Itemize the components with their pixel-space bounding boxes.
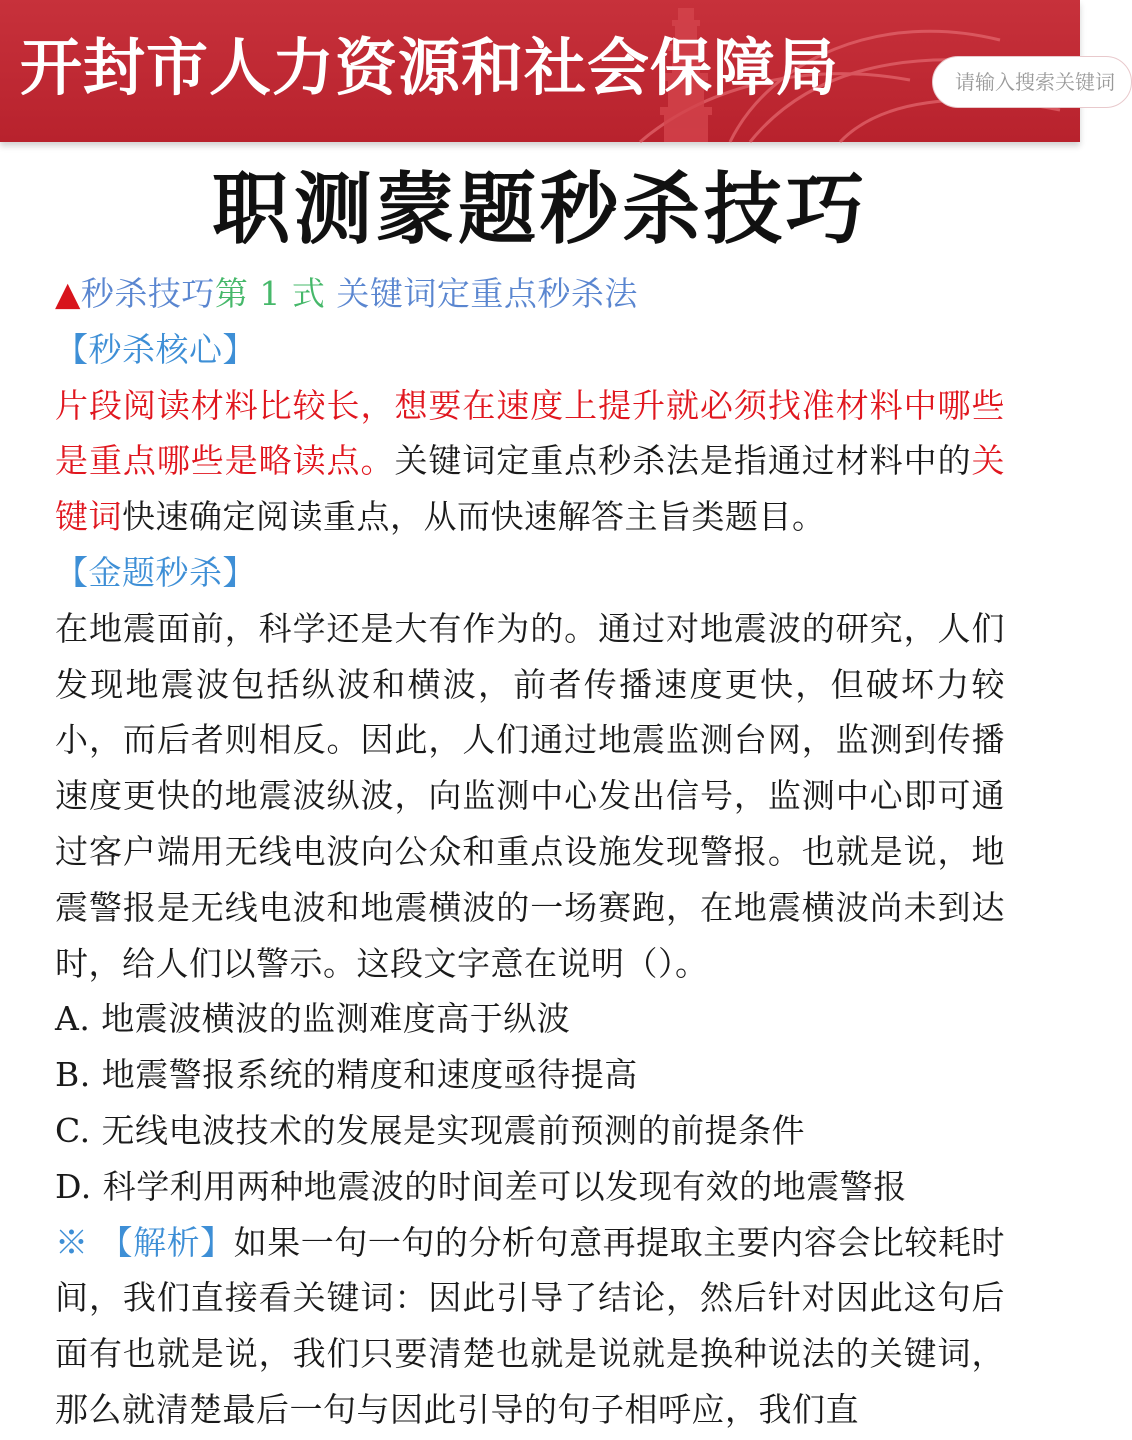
article-title: 职测蒙题秒杀技巧 — [211, 164, 868, 255]
core-paragraph — [55, 378, 1005, 545]
option-b: B. 地震警报系统的精度和速度亟待提高 — [55, 1055, 638, 1095]
search-input[interactable]: 请输入搜索关键词 — [932, 56, 1132, 108]
option-a: A. 地震波横波的监测难度高于纵波 — [55, 999, 571, 1039]
core-text-end: 快速确定阅读重点，从而快速解答主旨类题目。 — [122, 497, 826, 537]
analysis-paragraph — [55, 1215, 1005, 1438]
site-title: 开封市人力资源和社会保障局 — [20, 31, 840, 104]
example-heading: 【金题秒杀】 — [55, 552, 256, 592]
option-d: D. 科学利用两种地震波的时间差可以发现有效的地震警报 — [55, 1166, 907, 1206]
core-keyword: 关键词 — [55, 441, 1006, 537]
technique-label: 秒杀技巧 — [80, 274, 215, 313]
article-body — [55, 266, 1005, 1438]
technique-number: 第 1 式 — [214, 274, 326, 313]
core-heading: 【秒杀核心】 — [55, 329, 256, 369]
analysis-heading: ※ 【解析】 — [55, 1222, 234, 1262]
core-text: 关键词定重点秒杀法是指通过材料中的 — [394, 441, 972, 481]
question-passage: 在地震面前，科学还是大有作为的。通过对地震波的研究，人们发现地震波包括纵波和横波，前者传播速度更快，但破坏力较小，而后者则相反。因此，人们通过地震监测台网，监测到传播速度更快的地震波纵波，向监测中心发出信号，监测中心即可通过客户端用无线电波向公众和重点设施发现警报。也就是说，地震警报是无线电波和地震横波的一场赛跑，在地震横波尚未到达时，给人们以警示。这段文字意在说明（）。 — [55, 608, 1005, 983]
technique-name: 关键词定重点秒杀法 — [325, 274, 638, 313]
analysis-text: 如果一句一句的分析句意再提取主要内容会比较耗时间，我们直接看关键词：因此引导了结论，然后针对因此这句后面有也就是说，我们只要清楚也就是说就是换种说法的关键词，那么就清楚最后一句与因此引导的句子相呼应，我们直 — [55, 1222, 1006, 1429]
site-banner — [0, 0, 1115, 142]
technique-heading — [55, 266, 1005, 322]
option-c: C. 无线电波技术的发展是实现震前预测的前提条件 — [55, 1110, 806, 1150]
triangle-marker-icon: ▲ — [55, 274, 81, 313]
core-highlight: 片段阅读材料比较长，想要在速度上提升就必须找准材料中哪些是重点哪些是略读点。 — [55, 385, 1005, 481]
